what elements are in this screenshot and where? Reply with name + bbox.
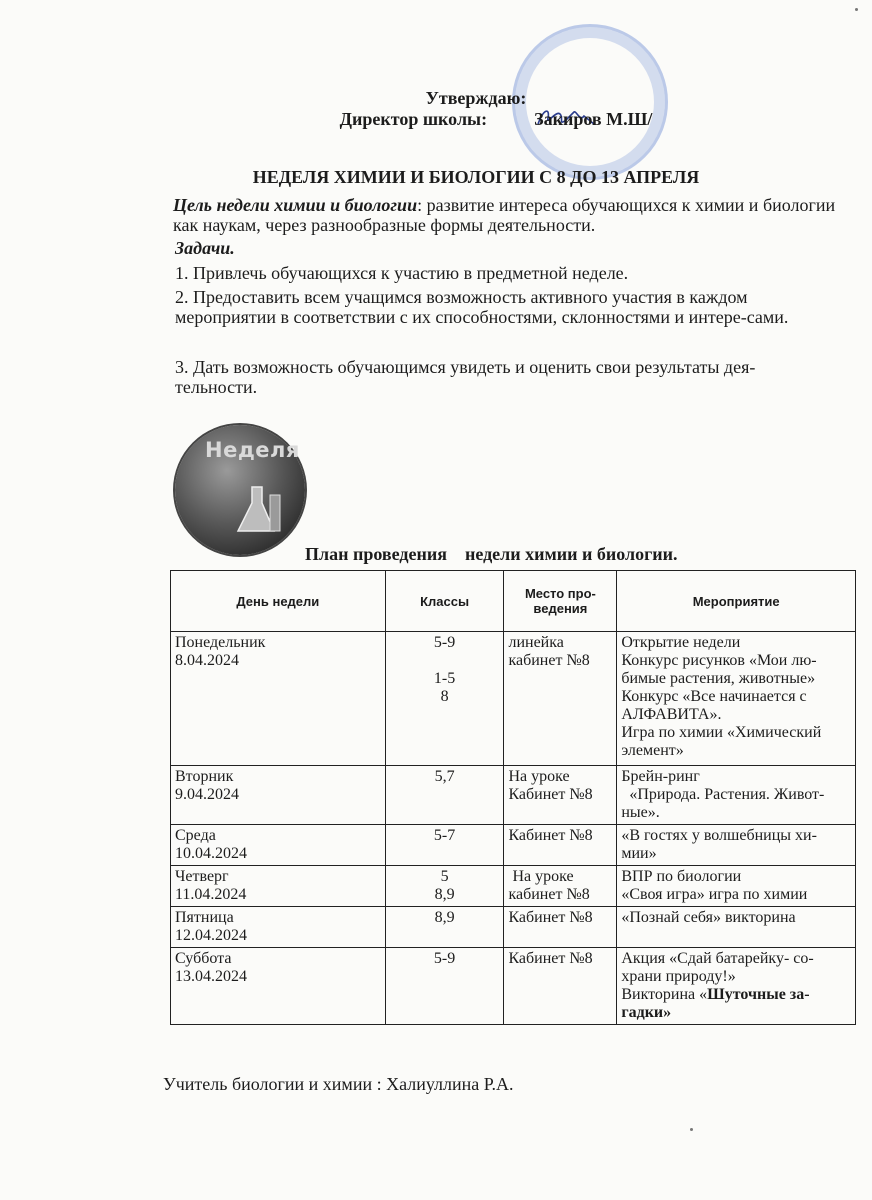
day-date: 9.04.2024 [175, 786, 239, 803]
table-row [171, 907, 856, 948]
page-title: НЕДЕЛЯ ХИМИИ И БИОЛОГИИ С 8 ДО 13 АПРЕЛЯ [252, 167, 700, 187]
approval-director-prefix: Директор школы: [339, 109, 488, 129]
table-header-row [171, 571, 856, 632]
approval-director-name: Закиров М.Ш/ [534, 109, 653, 129]
classes-value: 5-9 [433, 634, 456, 651]
event-value: Конкурс «Все начинается с АЛФАВИТА». [621, 688, 807, 723]
place-value: кабинет №8 [508, 652, 590, 669]
day-cell [171, 825, 386, 866]
event-value: «В гостях у волшебницы хи-мии» [621, 827, 817, 862]
teacher-signature-line: Учитель биологии и химии : Халиуллина Р.А. [163, 1074, 514, 1094]
task-item: 1. Привлечь обучающихся к участию в предметной неделе. [175, 263, 629, 283]
event-cell [617, 766, 856, 825]
place-value: На уроке [508, 868, 574, 885]
event-cell [617, 907, 856, 948]
event-value: Брейн-ринг [621, 768, 700, 785]
event-cell [617, 948, 856, 1025]
table-row [171, 766, 856, 825]
tasks-heading: Задачи. [175, 238, 235, 258]
event-cell [617, 632, 856, 766]
day-cell [171, 948, 386, 1025]
event-value: ВПР по биологии [621, 868, 742, 885]
place-value: линейка [508, 634, 564, 651]
event-value: Конкурс рисунков «Мои лю-бимые растения, животные» [621, 652, 817, 687]
day-cell [171, 766, 386, 825]
classes-value [390, 652, 500, 670]
event-value: Игра по химии «Химический элемент» [621, 724, 822, 759]
classes-value: 5-9 [433, 950, 456, 967]
event-value: «Своя игра» игра по химии [621, 886, 808, 903]
classes-value: 8,9 [434, 886, 455, 903]
classes-value: 5 [440, 868, 449, 885]
scan-speck [690, 1128, 693, 1131]
task-item: 2. Предоставить всем учащимся возможность активного участия в каждом мероприятии в соответствии с их способностями, склонностями и интере-сами. [175, 287, 789, 327]
day-name: Четверг [175, 868, 229, 885]
place-value: кабинет №8 [508, 886, 590, 903]
day-date: 12.04.2024 [175, 927, 247, 944]
classes-cell [385, 907, 504, 948]
classes-value: 5-7 [433, 827, 456, 844]
header-classes: Классы [385, 571, 504, 632]
classes-value: 8 [440, 688, 449, 705]
table-row [171, 825, 856, 866]
event-value: «Познай себя» викторина [621, 909, 796, 926]
classes-cell [385, 766, 504, 825]
goal-label: Цель недели химии и биологии [173, 195, 418, 215]
place-cell [504, 866, 617, 907]
approval-label: Утверждаю: [425, 88, 527, 108]
emblem-word: Неделя [205, 438, 300, 462]
classes-value: 1-5 [433, 670, 456, 687]
goal-paragraph [173, 195, 853, 235]
classes-cell [385, 866, 504, 907]
day-name: Суббота [175, 950, 232, 967]
task-item: 3. Дать возможность обучающимся увидеть и оценить свои результаты дея-тельности. [175, 357, 756, 397]
classes-cell [385, 948, 504, 1025]
day-cell [171, 632, 386, 766]
place-value: Кабинет №8 [508, 909, 593, 926]
day-name: Вторник [175, 768, 234, 785]
place-cell [504, 907, 617, 948]
day-cell [171, 866, 386, 907]
day-date: 10.04.2024 [175, 845, 247, 862]
flask-icon [230, 485, 290, 540]
place-cell [504, 766, 617, 825]
plan-table [170, 570, 856, 1025]
table-row [171, 948, 856, 1025]
table-row [171, 632, 856, 766]
place-cell [504, 825, 617, 866]
goal-text: : развитие интереса обучающихся к химии и биологии как наукам, через разнообразные формы деятельности. [173, 195, 836, 235]
event-cell [617, 866, 856, 907]
place-value: На уроке [508, 768, 570, 785]
day-name: Среда [175, 827, 216, 844]
place-value: Кабинет №8 [508, 786, 593, 803]
header-day: День недели [171, 571, 386, 632]
event-value-prefix: Викторина « [621, 986, 708, 1003]
event-value: Открытие недели [621, 634, 741, 651]
plan-title: План проведения недели химии и биологии. [305, 544, 678, 564]
classes-value: 5,7 [434, 768, 455, 785]
event-cell [617, 825, 856, 866]
event-value: Акция «Сдай батарейку- со-храни природу!» [621, 950, 814, 985]
place-value: Кабинет №8 [508, 827, 593, 844]
event-value-bold: Шуточные за-гадки» [621, 986, 810, 1021]
day-date: 8.04.2024 [175, 652, 239, 669]
day-cell [171, 907, 386, 948]
classes-cell [385, 632, 504, 766]
header-event: Мероприятие [617, 571, 856, 632]
place-value: Кабинет №8 [508, 950, 593, 967]
day-name: Понедельник [175, 634, 266, 651]
header-place: Место про-ведения [504, 571, 617, 632]
table-row [171, 866, 856, 907]
scan-speck [855, 8, 858, 11]
day-date: 13.04.2024 [175, 968, 247, 985]
classes-cell [385, 825, 504, 866]
day-date: 11.04.2024 [175, 886, 247, 903]
place-cell [504, 948, 617, 1025]
approval-director [60, 109, 872, 130]
event-value: «Природа. Растения. Живот-ные». [621, 786, 825, 821]
day-name: Пятница [175, 909, 234, 926]
event-value [621, 986, 851, 1022]
classes-value: 8,9 [434, 909, 455, 926]
place-cell [504, 632, 617, 766]
